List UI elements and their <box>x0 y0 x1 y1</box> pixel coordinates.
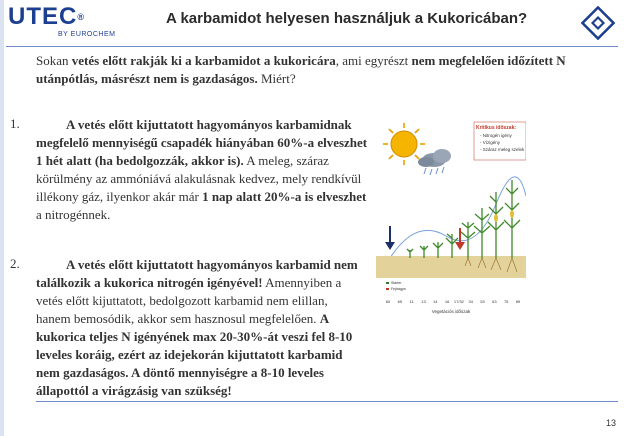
x-tick-label: 75 <box>503 299 509 304</box>
x-tick-label: 17/32 <box>453 299 464 304</box>
x-tick-label: 65 <box>397 299 403 304</box>
x-axis-label: Vegetációs időszak <box>431 309 471 314</box>
item-1-text: A vetés előtt kijuttatott hagyományos karbamidnak megfelelő mennyiségű csapadék hiányában 60%-a elveszhet 1 hét alatt (ha bedolgozzák, akkor is). A meleg, száraz körülmény az ammóniává alakulásnak kedvez, mely rendkívül illékony gáz, ilyenkor akár már 1 nap alatt 20%-a is elveszhet a nitrogénnek. <box>36 117 368 222</box>
x-tick-label: 34 <box>468 299 473 304</box>
corn-plants-icon <box>407 180 520 258</box>
item-1-number: 1. <box>10 116 20 131</box>
critical-period-legend <box>474 122 526 160</box>
eurochem-diamond-icon <box>581 6 615 40</box>
item-2-number: 2. <box>10 256 20 271</box>
svg-text:Kritikus időszak:: Kritikus időszak: <box>476 125 517 131</box>
footer-divider <box>36 401 618 402</box>
x-tick-label: 89 <box>515 299 521 304</box>
x-tick-label: 11 <box>409 299 414 304</box>
x-tick-label: 53 <box>480 299 485 304</box>
logo-brand: UTEC® <box>8 3 85 30</box>
corn-growth-illustration <box>376 118 526 318</box>
svg-text:- Vízigény: - Vízigény <box>480 140 501 145</box>
page-number: 13 <box>606 418 617 428</box>
x-tick-label: 13 <box>421 299 426 304</box>
svg-text:- Száraz meleg szelek: - Száraz meleg szelek <box>480 147 525 152</box>
utec-logo <box>8 5 150 41</box>
svg-text:- Nitrogén igény: - Nitrogén igény <box>480 133 512 138</box>
svg-text:Starter: Starter <box>391 281 402 285</box>
intro-paragraph: Sokan vetés előtt rakják ki a karbamidot a kukoricára, ami egyrészt nem megfelelően időzített N utánpótlás, másrészt nem is gazdaságos. Miért? <box>36 53 566 86</box>
svg-text:Fejtrágya: Fejtrágya <box>391 287 406 291</box>
x-tick-label: 63 <box>492 299 497 304</box>
logo-sub: BY EUROCHEM <box>58 31 116 38</box>
rain-cloud-icon <box>418 149 451 175</box>
sun-icon <box>383 123 425 165</box>
item-2-text: A vetés előtt kijuttatott hagyományos karbamid nem találkozik a kukorica nitrogén igényével! Amennyiben a vetés előtt kijuttatott, bedolgozott karbamid nem elillan, hanem bemosódik, akkor sem hasznosul megfelelően. A kukorica teljes N igényének max 20-30%-át veszi fel 8-10 leveles koráig, ezért az idejekorán kijuttatott karbamid nem gazdaságos. A döntő mennyiségre a 8-10 leveles állapottól a virágzásig van szükség! <box>36 257 358 398</box>
x-tick-label: 60 <box>385 299 391 304</box>
application-arrow-blue-icon <box>385 226 395 250</box>
left-accent-bar <box>0 0 4 436</box>
x-tick-label: 16 <box>444 299 450 304</box>
x-tick-label: 14 <box>433 299 438 304</box>
header-divider <box>6 46 618 47</box>
page-title: A karbamidot helyesen használjuk a Kukoricában? <box>166 10 528 27</box>
x-axis-ticks <box>386 299 521 304</box>
